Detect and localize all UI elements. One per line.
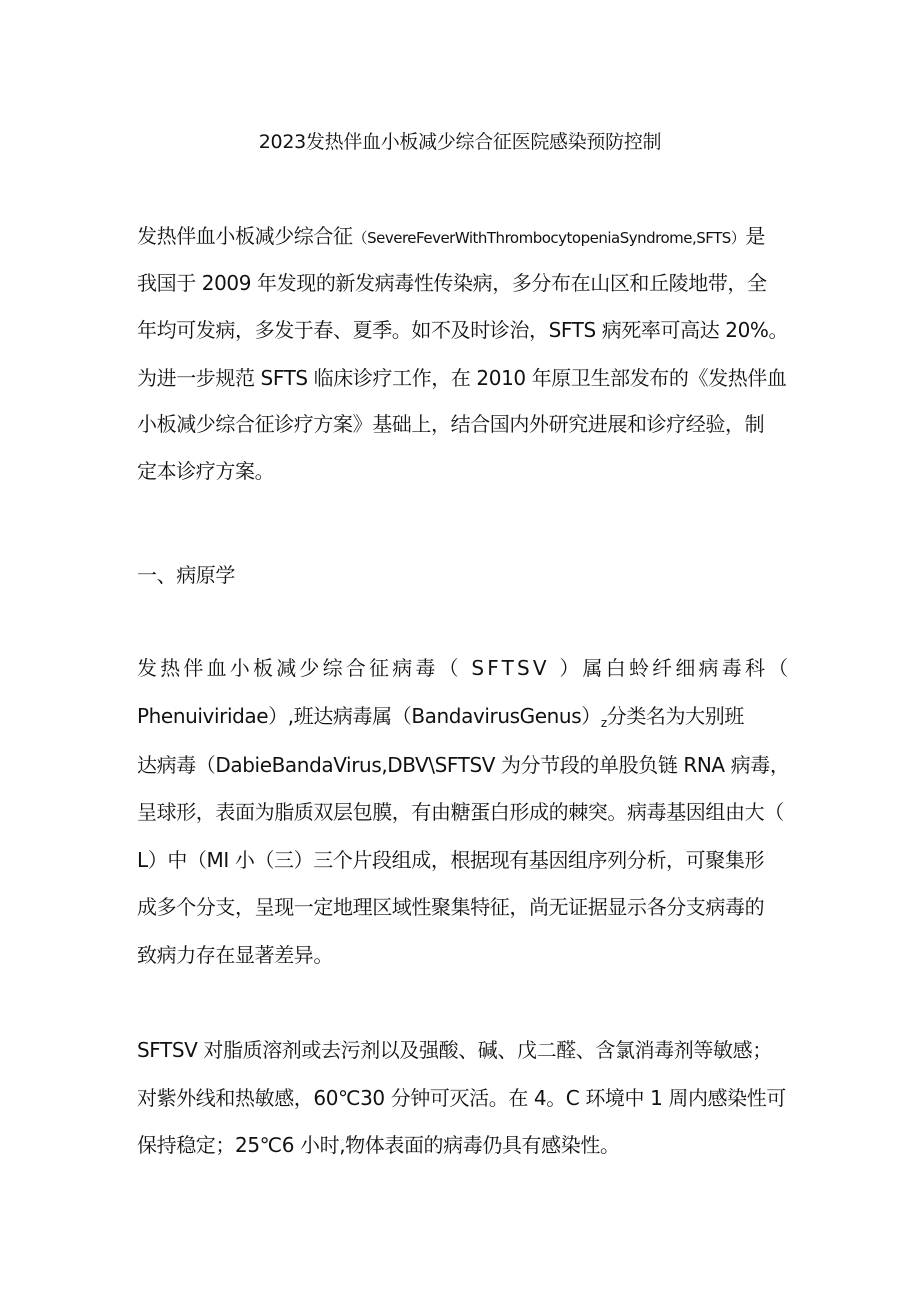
paragraph-line bbox=[137, 702, 744, 737]
paragraph-line: 定本诊疗方案。 bbox=[137, 459, 275, 483]
subscript-mark: z bbox=[600, 716, 607, 730]
paragraph-line: L）中（MI 小（三）三个片段组成，根据现有基因组序列分析，可聚集形 bbox=[137, 848, 765, 872]
paragraph-line: SFTSV 对脂质溶剂或去污剂以及强酸、碱、戊二醛、含氯消毒剂等敏感； bbox=[137, 1038, 772, 1062]
english-term: （SevereFeverWithThrombocytopeniaSyndrome,SFTS） bbox=[352, 229, 746, 247]
text-segment: 发热伴血小板减少综合征 bbox=[137, 224, 353, 248]
paragraph-line: 保持稳定；25℃6 小时,物体表面的病毒仍具有感染性。 bbox=[137, 1133, 620, 1157]
paragraph-line: 致病力存在显著差异。 bbox=[137, 943, 333, 967]
paragraph-line: 发热伴血小板减少综合征病毒（ SFTSV ）属白蛉纤细病毒科（ bbox=[137, 656, 792, 680]
paragraph-line: 成多个分支，呈现一定地理区域性聚集特征，尚无证据显示各分支病毒的 bbox=[137, 895, 765, 919]
paragraph-line: 小板减少综合征诊疗方案》基础上，结合国内外研究进展和诊疗经验，制 bbox=[137, 412, 765, 436]
section-heading: 一、病原学 bbox=[137, 563, 235, 587]
paragraph-line: 达病毒（DabieBandaVirus,DBV\SFTSV 为分节段的单股负链 RNA 病毒， bbox=[137, 753, 790, 777]
paragraph-line: 为进一步规范 SFTS 临床诊疗工作，在 2010 年原卫生部发布的《发热伴血 bbox=[137, 366, 787, 390]
document-title: 2023发热伴血小板减少综合征医院感染预防控制 bbox=[258, 131, 662, 153]
paragraph-line: 我国于 2009 年发现的新发病毒性传染病，多分布在山区和丘陵地带，全 bbox=[137, 271, 767, 295]
paragraph-line: 对紫外线和热敏感，60℃30 分钟可灭活。在 4。C 环境中 1 周内感染性可 bbox=[137, 1086, 786, 1110]
paragraph-line bbox=[137, 222, 765, 252]
paragraph-line: 呈球形，表面为脂质双层包膜，有由糖蛋白形成的棘突。病毒基因组由大（ bbox=[137, 800, 784, 824]
paragraph-line: 年均可发病，多发于春、夏季。如不及时诊治，SFTS 病死率可高达 20%。 bbox=[137, 318, 789, 342]
text-segment: Phenuiviridae）,班达病毒属（BandavirusGenus） bbox=[137, 704, 601, 728]
text-segment: 分类名为大别班 bbox=[606, 704, 744, 728]
text-segment: 是 bbox=[745, 224, 765, 248]
